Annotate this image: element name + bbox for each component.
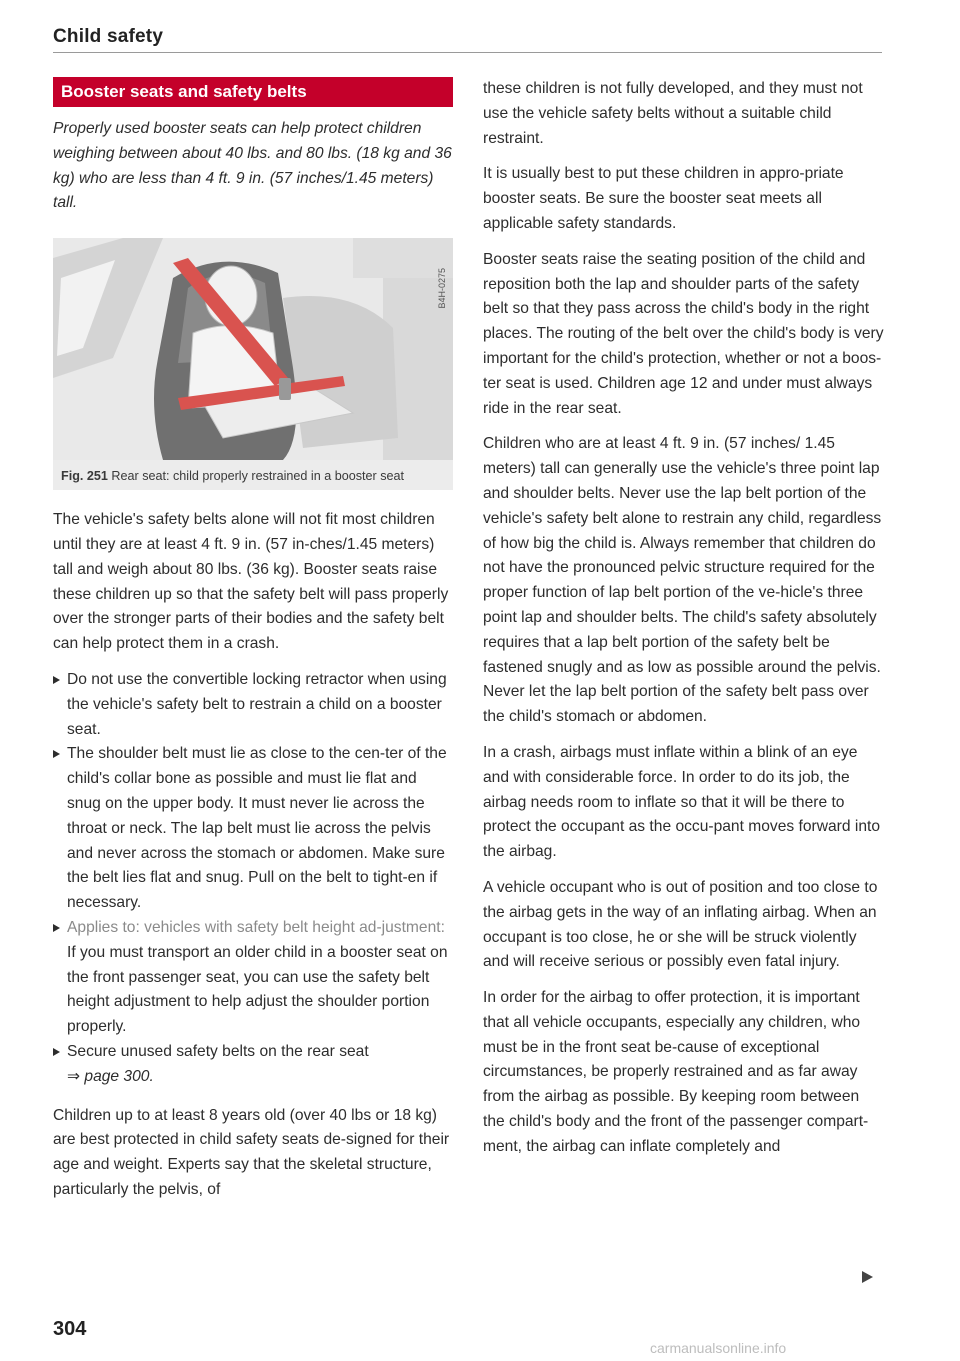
section-heading: Booster seats and safety belts <box>53 77 453 107</box>
figure-caption-text: Rear seat: child properly restrained in a booster seat <box>111 469 405 484</box>
list-item-text: If you must transport an older child in a booster seat on the front passenger seat, you can use the safety belt height adjustment to help adjust the shoulder portion properly. <box>67 943 448 1036</box>
bullet-arrow-icon <box>53 676 60 684</box>
left-column <box>53 117 453 1214</box>
paragraph: A vehicle occupant who is out of position and too close to the airbag gets in the way of an inflating airbag. When an occupant is too close, he or she will be struck violently and will receive serious or possibly even fatal injury. <box>483 878 878 971</box>
bullet-list <box>53 668 453 1090</box>
figure-label: Fig. 251 <box>61 469 108 484</box>
list-item <box>53 742 453 916</box>
paragraph: Children up to at least 8 years old (over 40 lbs or 18 kg) are best protected in child safety seats de-signed for their age and weight. Experts say that the skeletal structure, particularly the pelvis, of <box>53 1106 450 1198</box>
section-title: Child safety <box>53 26 164 47</box>
right-column <box>483 77 885 1171</box>
list-item <box>53 1040 453 1090</box>
continue-arrow-icon <box>862 1271 873 1283</box>
paragraph: It is usually best to put these children in appro-priate booster seats. Be sure the booster seat meets all applicable safety standards. <box>483 165 844 232</box>
intro-text: Properly used booster seats can help protect children weighing between about 40 lbs. and 80 lbs. (18 kg and 36 kg) who are less than 4 ft. 9 in. (57 inches/1.45 meters) tall. <box>53 120 452 212</box>
paragraph: In order for the airbag to offer protection, it is important that all vehicle occupants, especially any children, who must be in the front seat be-cause of exceptional circumstances, be properly restrained and as far away from the airbag as possible. By keeping room between the child's body and the front of the passenger compart-ment, the airbag can inflate completely and <box>483 989 869 1155</box>
watermark: carmanualsonline.info <box>650 1340 787 1356</box>
list-item <box>53 916 453 1040</box>
list-item-text: The shoulder belt must lie as close to the cen-ter of the child's collar bone as possible and must lie flat and snug on the upper body. It must never lie across the throat or neck. The lap belt must lie across the pelvis and never across the stomach or abdomen. Make sure the belt lies flat and snug. Pull on the belt to tight-en if necessary. <box>67 745 447 912</box>
paragraph: these children is not fully developed, and they must not use the vehicle safety belts without a suitable child restraint. <box>483 80 863 147</box>
page-number: 304 <box>53 1318 87 1340</box>
paragraph: Children who are at least 4 ft. 9 in. (57 inches/ 1.45 meters) tall can generally use the vehicle's three point lap and shoulder belts. Never use the lap belt portion of the vehicle's safety belt alone to restrain any child, regardless of how big the child is. Always remember that children do not have the pronounced pelvic structure required for the proper function of lap belt portion of the ve-hicle's three point lap and shoulder belts. The child's safety absolutely requires that a lap belt portion of the safety belt be fastened snugly and as low as possible around the pelvis. Never let the lap belt portion of the safety belt pass over the child's stomach or abdomen. <box>483 435 882 726</box>
booster-seat-illustration <box>53 238 453 460</box>
paragraph: In a crash, airbags must inflate within a blink of an eye and with considerable force. In order to do its job, the airbag needs room to inflate so that it will be there to protect the occupant as the occu-pant moves forward into the airbag. <box>483 743 880 861</box>
paragraph: The vehicle's safety belts alone will not fit most children until they are at least 4 ft. 9 in. (57 in-ches/1.45 meters) tall and weigh about 80 lbs. (36 kg). Booster seats raise these children up so that the safety belt will pass properly over the stronger parts of their bodies and the safety belt can help protect them in a crash. <box>53 511 449 653</box>
header-rule <box>53 52 882 53</box>
figure-251 <box>53 238 453 490</box>
bullet-arrow-icon <box>53 1048 60 1056</box>
figure-caption <box>53 460 453 490</box>
applies-to-label: Applies to: vehicles with safety belt height ad-justment: <box>67 918 445 936</box>
list-item-text: Secure unused safety belts on the rear seat <box>67 1042 369 1060</box>
figure-code: B4H-0275 <box>437 268 447 309</box>
bullet-arrow-icon <box>53 750 60 758</box>
page-reference-link[interactable]: ⇒ page 300. <box>67 1067 154 1085</box>
paragraph: Booster seats raise the seating position of the child and reposition both the lap and shoulder parts of the safety belt so that they pass across the child's body in the right places. The routing of the belt over the child's body is very important for the child's protection, whether or not a boos-ter seat is used. Children age 12 and under must always ride in the rear seat. <box>483 250 884 417</box>
list-item-text: Do not use the convertible locking retractor when using the vehicle's safety belt to restrain a child on a booster seat. <box>67 670 447 738</box>
list-item <box>53 668 453 742</box>
bullet-arrow-icon <box>53 924 60 932</box>
